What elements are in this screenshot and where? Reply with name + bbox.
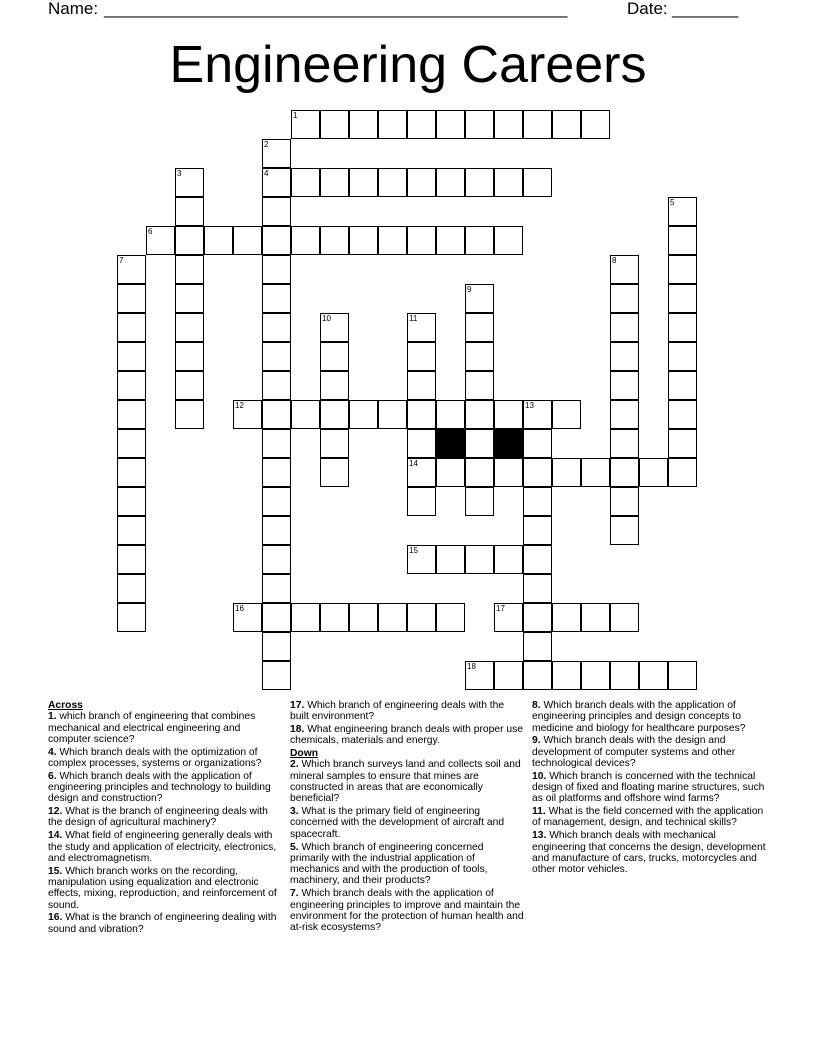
date-label: Date: bbox=[627, 0, 668, 18]
grid-cell[interactable] bbox=[610, 371, 639, 400]
clue-number: 11 bbox=[409, 314, 418, 323]
grid-cell[interactable] bbox=[262, 429, 291, 458]
clue-across-18: 18. What engineering branch deals with proper use chemicals, materials and energy. bbox=[290, 724, 523, 747]
grid-cell[interactable] bbox=[262, 168, 291, 197]
clue-down-3: 3. What is the primary field of engineering concerned with the development of aircraft and spacecraft. bbox=[290, 806, 505, 840]
grid-cell[interactable] bbox=[407, 487, 436, 516]
grid-cell[interactable] bbox=[175, 371, 204, 400]
grid-cell[interactable] bbox=[320, 168, 349, 197]
grid-cell[interactable] bbox=[523, 545, 552, 574]
grid-cell[interactable] bbox=[465, 168, 494, 197]
clue-across-16: 16. What is the branch of engineering dealing with sound and vibration? bbox=[48, 912, 277, 935]
grid-cell[interactable] bbox=[610, 429, 639, 458]
grid-cell[interactable] bbox=[668, 429, 697, 458]
grid-cell[interactable] bbox=[668, 400, 697, 429]
clue-across-17: 17. Which branch of engineering deals with the built environment? bbox=[290, 700, 505, 723]
grid-cell[interactable] bbox=[465, 342, 494, 371]
grid-cell[interactable] bbox=[407, 429, 436, 458]
grid-cell[interactable] bbox=[117, 574, 146, 603]
grid-cell[interactable] bbox=[668, 342, 697, 371]
grid-cell[interactable] bbox=[320, 313, 349, 342]
clue-number: 10 bbox=[322, 314, 331, 323]
across-heading: Across bbox=[48, 700, 83, 711]
clue-number: 12 bbox=[235, 401, 244, 410]
grid-cell[interactable] bbox=[436, 400, 465, 429]
grid-cell[interactable] bbox=[291, 226, 320, 255]
grid-cell[interactable] bbox=[146, 226, 175, 255]
clues-column-1 bbox=[48, 700, 283, 936]
clue-down-8: 8. Which branch deals with the application of engineering principles and design concepts to medicine and biology for healthcare purposes? bbox=[532, 700, 746, 734]
grid-cell[interactable] bbox=[465, 110, 494, 139]
grid-cell[interactable] bbox=[523, 458, 552, 487]
grid-cell[interactable] bbox=[175, 255, 204, 284]
grid-cell[interactable] bbox=[117, 313, 146, 342]
grid-cell[interactable] bbox=[117, 400, 146, 429]
grid-cell[interactable] bbox=[262, 226, 291, 255]
grid-cell[interactable] bbox=[407, 226, 436, 255]
clue-down-7: 7. Which branch deals with the application of engineering principles to improve and maintain the environment for the protection of human health and at-risk ecosystems? bbox=[290, 888, 524, 934]
grid-cell[interactable] bbox=[494, 545, 523, 574]
grid-cell[interactable] bbox=[523, 603, 552, 632]
grid-cell[interactable] bbox=[291, 400, 320, 429]
grid-cell[interactable] bbox=[233, 603, 262, 632]
grid-cell[interactable] bbox=[639, 661, 668, 690]
grid-cell[interactable] bbox=[349, 400, 378, 429]
grid-cell[interactable] bbox=[320, 603, 349, 632]
grid-cell[interactable] bbox=[668, 255, 697, 284]
grid-cell[interactable] bbox=[349, 226, 378, 255]
grid-cell[interactable] bbox=[407, 458, 436, 487]
grid-cell[interactable] bbox=[465, 371, 494, 400]
clue-number: 9 bbox=[467, 285, 472, 294]
clue-across-6: 6. Which branch deals with the application of engineering principles and technology to building design and construction? bbox=[48, 770, 271, 805]
grid-cell[interactable] bbox=[581, 603, 610, 632]
grid-cell[interactable] bbox=[320, 110, 349, 139]
black-cell bbox=[436, 429, 465, 458]
grid-cell[interactable] bbox=[262, 487, 291, 516]
grid-cell[interactable] bbox=[349, 168, 378, 197]
grid-cell[interactable] bbox=[407, 400, 436, 429]
down-heading: Down bbox=[290, 748, 319, 760]
grid-cell[interactable] bbox=[581, 110, 610, 139]
grid-cell[interactable] bbox=[117, 342, 146, 371]
grid-cell[interactable] bbox=[233, 226, 262, 255]
grid-cell[interactable] bbox=[262, 545, 291, 574]
grid-cell[interactable] bbox=[581, 458, 610, 487]
grid-cell[interactable] bbox=[494, 603, 523, 632]
grid-cell[interactable] bbox=[407, 603, 436, 632]
clue-across-14: 14. What field of engineering generally deals with the study and application of electricity, electronics, and electromagnetism. bbox=[48, 830, 277, 864]
clue-across-4: 4. Which branch deals with the optimization of complex processes, systems or organizations? bbox=[48, 746, 262, 769]
grid-cell[interactable] bbox=[668, 661, 697, 690]
clue-down-2: 2. Which branch surveys land and collects soil and mineral samples to ensure that mines are constructed in areas that are economically beneficial? bbox=[290, 759, 521, 805]
clue-across-15: 15. Which branch works on the recording, manipulation using equalization and electronic effects, mixing, reproduction, and reinforcement of sound. bbox=[48, 865, 277, 911]
clue-across-12: 12. What is the branch of engineering deals with the design of agricultural machinery? bbox=[48, 806, 268, 829]
grid-cell[interactable] bbox=[320, 342, 349, 371]
grid-cell[interactable] bbox=[117, 516, 146, 545]
grid-cell[interactable] bbox=[378, 168, 407, 197]
grid-cell[interactable] bbox=[465, 545, 494, 574]
grid-cell[interactable] bbox=[610, 255, 639, 284]
grid-cell[interactable] bbox=[378, 110, 407, 139]
grid-cell[interactable] bbox=[175, 400, 204, 429]
clue-number: 17 bbox=[496, 604, 505, 613]
clue-number: 4 bbox=[264, 169, 269, 178]
grid-cell[interactable] bbox=[552, 661, 581, 690]
grid-cell[interactable] bbox=[320, 458, 349, 487]
grid-cell[interactable] bbox=[378, 400, 407, 429]
grid-cell[interactable] bbox=[175, 226, 204, 255]
clue-number: 8 bbox=[612, 256, 617, 265]
grid-cell[interactable] bbox=[436, 168, 465, 197]
grid-cell[interactable] bbox=[175, 168, 204, 197]
grid-cell[interactable] bbox=[320, 371, 349, 400]
clues-column-3 bbox=[532, 700, 772, 877]
grid-cell[interactable] bbox=[523, 574, 552, 603]
grid-cell[interactable] bbox=[581, 661, 610, 690]
grid-cell[interactable] bbox=[175, 284, 204, 313]
clue-number: 18 bbox=[467, 662, 476, 671]
clue-number: 15 bbox=[409, 546, 418, 555]
grid-cell[interactable] bbox=[436, 603, 465, 632]
grid-cell[interactable] bbox=[117, 545, 146, 574]
grid-cell[interactable] bbox=[465, 226, 494, 255]
grid-cell[interactable] bbox=[407, 110, 436, 139]
grid-cell[interactable] bbox=[668, 313, 697, 342]
grid-cell[interactable] bbox=[320, 226, 349, 255]
grid-cell[interactable] bbox=[610, 487, 639, 516]
clue-down-9: 9. Which branch deals with the design and development of computer systems and other technological devices? bbox=[532, 735, 736, 769]
grid-cell[interactable] bbox=[610, 400, 639, 429]
grid-cell[interactable] bbox=[262, 371, 291, 400]
grid-cell[interactable] bbox=[639, 458, 668, 487]
grid-cell[interactable] bbox=[378, 226, 407, 255]
grid-cell[interactable] bbox=[436, 458, 465, 487]
clue-number: 13 bbox=[525, 401, 534, 410]
clues-column-2 bbox=[290, 700, 525, 935]
grid-cell[interactable] bbox=[552, 603, 581, 632]
grid-cell[interactable] bbox=[668, 284, 697, 313]
grid-cell[interactable] bbox=[117, 284, 146, 313]
clue-number: 5 bbox=[670, 198, 675, 207]
grid-cell[interactable] bbox=[465, 313, 494, 342]
grid-cell[interactable] bbox=[494, 110, 523, 139]
black-cell bbox=[494, 429, 523, 458]
grid-cell[interactable] bbox=[523, 487, 552, 516]
clue-number: 16 bbox=[235, 604, 244, 613]
grid-cell[interactable] bbox=[175, 342, 204, 371]
grid-cell[interactable] bbox=[262, 632, 291, 661]
grid-cell[interactable] bbox=[523, 429, 552, 458]
grid-cell[interactable] bbox=[552, 110, 581, 139]
grid-cell[interactable] bbox=[262, 458, 291, 487]
grid-cell[interactable] bbox=[262, 342, 291, 371]
grid-cell[interactable] bbox=[494, 226, 523, 255]
grid-cell[interactable] bbox=[407, 545, 436, 574]
grid-cell[interactable] bbox=[117, 603, 146, 632]
grid-cell[interactable] bbox=[262, 255, 291, 284]
page-title: Engineering Careers bbox=[169, 36, 647, 94]
grid-cell[interactable] bbox=[494, 458, 523, 487]
grid-cell[interactable] bbox=[262, 197, 291, 226]
clue-number: 3 bbox=[177, 169, 182, 178]
name-label: Name: bbox=[48, 0, 99, 18]
grid-cell[interactable] bbox=[494, 400, 523, 429]
clue-number: 14 bbox=[409, 459, 418, 468]
grid-cell[interactable] bbox=[668, 197, 697, 226]
grid-cell[interactable] bbox=[378, 603, 407, 632]
name-blank[interactable]: _________________________________________________ bbox=[104, 0, 568, 18]
grid-cell[interactable] bbox=[262, 313, 291, 342]
grid-cell[interactable] bbox=[552, 458, 581, 487]
grid-cell[interactable] bbox=[262, 516, 291, 545]
grid-cell[interactable] bbox=[523, 110, 552, 139]
grid-cell[interactable] bbox=[465, 458, 494, 487]
grid-cell[interactable] bbox=[523, 516, 552, 545]
grid-cell[interactable] bbox=[262, 284, 291, 313]
grid-cell[interactable] bbox=[610, 313, 639, 342]
grid-cell[interactable] bbox=[407, 313, 436, 342]
grid-cell[interactable] bbox=[494, 661, 523, 690]
grid-cell[interactable] bbox=[349, 603, 378, 632]
grid-cell[interactable] bbox=[117, 487, 146, 516]
grid-cell[interactable] bbox=[436, 226, 465, 255]
grid-cell[interactable] bbox=[494, 168, 523, 197]
grid-cell[interactable] bbox=[233, 400, 262, 429]
grid-cell[interactable] bbox=[117, 255, 146, 284]
clue-number: 1 bbox=[293, 111, 298, 120]
grid-cell[interactable] bbox=[610, 661, 639, 690]
grid-cell[interactable] bbox=[523, 168, 552, 197]
grid-cell[interactable] bbox=[465, 400, 494, 429]
grid-cell[interactable] bbox=[291, 603, 320, 632]
grid-cell[interactable] bbox=[610, 603, 639, 632]
clue-number: 7 bbox=[119, 256, 124, 265]
grid-cell[interactable] bbox=[117, 371, 146, 400]
grid-cell[interactable] bbox=[407, 342, 436, 371]
grid-cell[interactable] bbox=[465, 661, 494, 690]
grid-cell[interactable] bbox=[407, 168, 436, 197]
grid-cell[interactable] bbox=[610, 284, 639, 313]
grid-cell[interactable] bbox=[610, 516, 639, 545]
clue-number: 2 bbox=[264, 140, 269, 149]
grid-cell[interactable] bbox=[465, 284, 494, 313]
grid-cell[interactable] bbox=[175, 197, 204, 226]
grid-cell[interactable] bbox=[262, 139, 291, 168]
clue-across-1: 1. which branch of engineering that combines mechanical and electrical engineering and computer science? bbox=[48, 711, 256, 745]
grid-cell[interactable] bbox=[465, 429, 494, 458]
grid-cell[interactable] bbox=[291, 168, 320, 197]
grid-cell[interactable] bbox=[262, 661, 291, 690]
grid-cell[interactable] bbox=[436, 110, 465, 139]
grid-cell[interactable] bbox=[117, 458, 146, 487]
grid-cell[interactable] bbox=[523, 661, 552, 690]
grid-cell[interactable] bbox=[668, 458, 697, 487]
grid-cell[interactable] bbox=[610, 458, 639, 487]
grid-cell[interactable] bbox=[262, 603, 291, 632]
grid-cell[interactable] bbox=[523, 632, 552, 661]
grid-cell[interactable] bbox=[349, 110, 378, 139]
grid-cell[interactable] bbox=[175, 313, 204, 342]
grid-cell[interactable] bbox=[668, 371, 697, 400]
grid-cell[interactable] bbox=[523, 400, 552, 429]
clue-down-5: 5. Which branch of engineering concerned primarily with the industrial application of mechanics and with the production of tools, machinery, and their products? bbox=[290, 841, 488, 887]
grid-cell[interactable] bbox=[204, 226, 233, 255]
grid-cell[interactable] bbox=[436, 545, 465, 574]
clue-down-13: 13. Which branch deals with mechanical engineering that concerns the design, development and manufacture of cars, trucks, motorcycles and other motor vehicles. bbox=[532, 830, 766, 876]
grid-cell[interactable] bbox=[552, 400, 581, 429]
grid-cell[interactable] bbox=[610, 342, 639, 371]
grid-cell[interactable] bbox=[668, 226, 697, 255]
grid-cell[interactable] bbox=[262, 574, 291, 603]
clue-down-10: 10. Which branch is concerned with the technical design of fixed and floating marine structures, such as oil platforms and offshore wind farms? bbox=[532, 770, 765, 805]
grid-cell[interactable] bbox=[117, 429, 146, 458]
grid-cell[interactable] bbox=[320, 400, 349, 429]
clue-number: 6 bbox=[148, 227, 153, 236]
grid-cell[interactable] bbox=[291, 110, 320, 139]
date-blank[interactable]: _______ bbox=[672, 0, 739, 18]
grid-cell[interactable] bbox=[262, 400, 291, 429]
grid-cell[interactable] bbox=[320, 429, 349, 458]
grid-cell[interactable] bbox=[465, 487, 494, 516]
grid-cell[interactable] bbox=[407, 371, 436, 400]
clue-down-11: 11. What is the field concerned with the application of management, design, and technical skills? bbox=[532, 806, 764, 829]
